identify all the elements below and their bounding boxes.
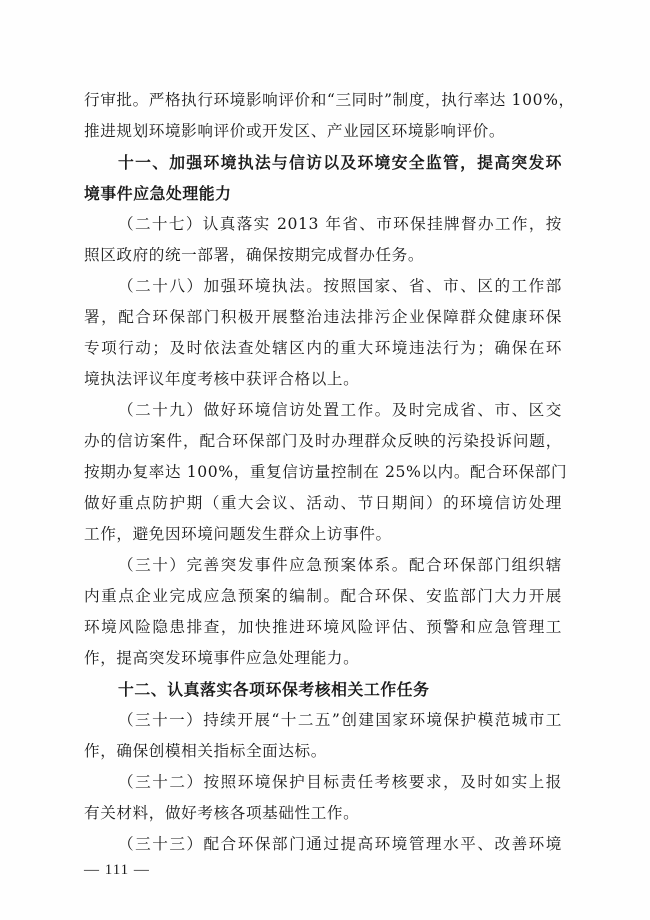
- item-33: （三十三）配合环保部门通过提高环境管理水平、改善环境: [118, 835, 562, 853]
- body-line: 作，提高突发环境事件应急处理能力。: [84, 649, 360, 667]
- section-heading-11-cont: 境事件应急处理能力: [84, 184, 232, 203]
- body-line: 境执法评议年度考核中获评合格以上。: [84, 370, 360, 388]
- body-line: 按期办复率达 100%，重复信访量控制在 25%以内。配合环保部门: [84, 463, 568, 481]
- item-31: （三十一）持续开展“十二五”创建国家环境保护模范城市工: [118, 711, 562, 729]
- item-28: （二十八）加强环境执法。按照国家、省、市、区的工作部: [118, 277, 562, 295]
- body-line: 有关材料，做好考核各项基础性工作。: [84, 804, 360, 822]
- page-number: — 111 —: [84, 862, 150, 878]
- document-body: [84, 85, 575, 860]
- item-30: （三十）完善突发事件应急预案体系。配合环保部门组织辖: [118, 556, 562, 574]
- body-line: 推进规划环境影响评价或开发区、产业园区环境影响评价。: [84, 122, 506, 140]
- body-line: 办的信访案件，配合环保部门及时办理群众反映的污染投诉问题，: [84, 432, 562, 450]
- body-line: 照区政府的统一部署，确保按期完成督办任务。: [84, 246, 425, 264]
- body-line: 做好重点防护期（重大会议、活动、节日期间）的环境信访处理: [84, 494, 562, 512]
- item-27: （二十七）认真落实 2013 年省、市环保挂牌督办工作，按: [118, 215, 562, 233]
- body-line: 署，配合环保部门积极开展整治违法排污企业保障群众健康环保: [84, 308, 562, 326]
- section-heading-11: 十一、加强环境执法与信访以及环境安全监管，提高突发环: [118, 153, 562, 172]
- body-line: 行审批。严格执行环境影响评价和“三同时”制度，执行率达 100%，: [84, 91, 575, 109]
- item-29: （二十九）做好环境信访处置工作。及时完成省、市、区交: [118, 401, 562, 419]
- body-line: 工作，避免因环境问题发生群众上访事件。: [84, 525, 392, 543]
- body-line: 作，确保创模相关指标全面达标。: [84, 742, 327, 760]
- body-line: 专项行动；及时依法查处辖区内的重大环境违法行为；确保在环: [84, 339, 562, 357]
- section-heading-12: 十二、认真落实各项环保考核相关工作任务: [118, 680, 430, 699]
- item-32: （三十二）按照环境保护目标责任考核要求，及时如实上报: [118, 773, 562, 791]
- body-line: 环境风险隐患排查，加快推进环境风险评估、预警和应急管理工: [84, 618, 562, 636]
- body-line: 内重点企业完成应急预案的编制。配合环保、安监部门大力开展: [84, 587, 562, 605]
